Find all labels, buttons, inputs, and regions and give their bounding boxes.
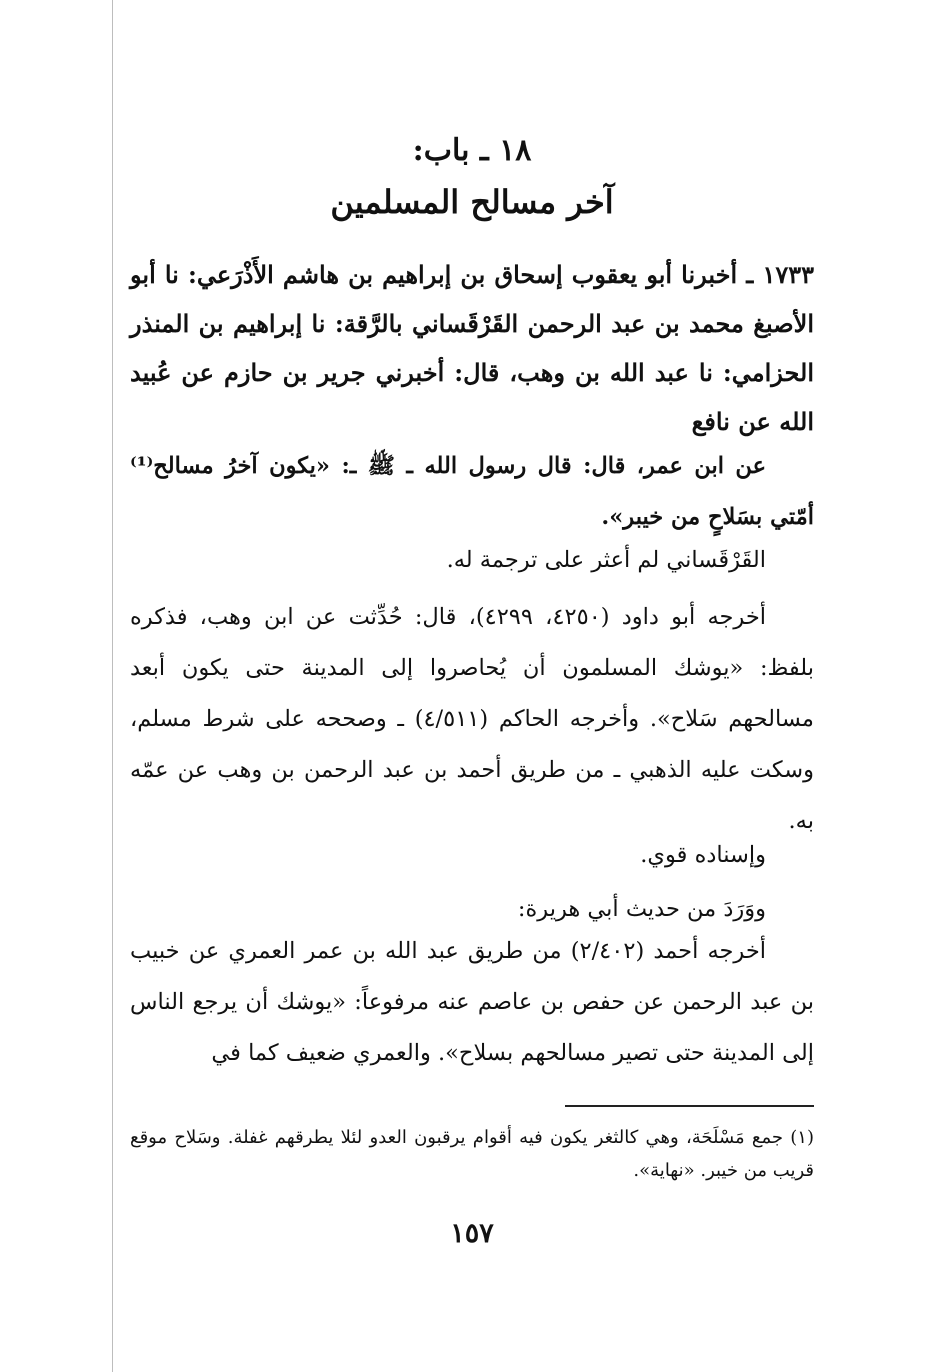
commentary-paragraph-2: أخرجه أبو داود (٤٢٥٠، ٤٢٩٩)، قال: حُدِّثت عن ابن وهب، فذكره بلفظ: «يوشك المسلمون أن يُحاصروا إلى المدينة حتى يكون أبعد مسالحهم سَلاح». وأخرجه الحاكم (٤/٥١١) ـ وصححه على شرط مسلم، وسكت عليه الذهبي ـ من طريق أحمد بن عبد الرحمن بن وهب عن عمّه به. (130, 604, 814, 834)
chapter-number: ١٨ ـ باب: (412, 133, 532, 168)
commentary-paragraph-1: القَرْقَساني لم أعثر على ترجمة له. (446, 547, 766, 573)
commentary-paragraph-5: أخرجه أحمد (٢/٤٠٢) من طريق عبد الله بن عمر العمري عن خبيب بن عبد الرحمن عن حفص بن عاصم عنه مرفوعاً: «يوشك أن يرجع الناس إلى المدينة حتى تصير مسالحهم بسلاح». والعمري ضعيف كما في (130, 938, 814, 1066)
page-edge-line (112, 0, 113, 1372)
page-number: ١٥٧ (450, 1218, 494, 1249)
commentary-paragraph-4: ووَرَدَ من حديث أبي هريرة: (517, 896, 766, 922)
chapter-title: آخر مسالح المسلمين (330, 183, 614, 221)
commentary-paragraph-3: وإسناده قوي. (640, 842, 766, 868)
hadith-matn: عن ابن عمر، قال: قال رسول الله ـ ﷺ ـ: «يكون آخرُ مسالح⁽¹⁾ أمّتي بسَلاحٍ من خيبر». (130, 453, 814, 530)
footnote-separator (565, 1105, 814, 1107)
footnote: (١) جمع مَسْلَحَة، وهي كالثغر يكون فيه أقوام يرقبون العدو لئلا يطرقهم غفلة. وسَلاح موقع قريب من خيبر. «نهاية». (130, 1127, 814, 1181)
hadith-isnad: ١٧٣٣ ـ أخبرنا أبو يعقوب إسحاق بن إبراهيم بن هاشم الأَذْرَعي: نا أبو الأصبغ محمد بن عبد الرحمن القَرْقَساني بالرَّقة: نا إبراهيم بن المنذر الحزامي: نا عبد الله بن وهب، قال: أخبرني جرير بن حازم عن عُبيد الله عن نافع (130, 260, 814, 436)
